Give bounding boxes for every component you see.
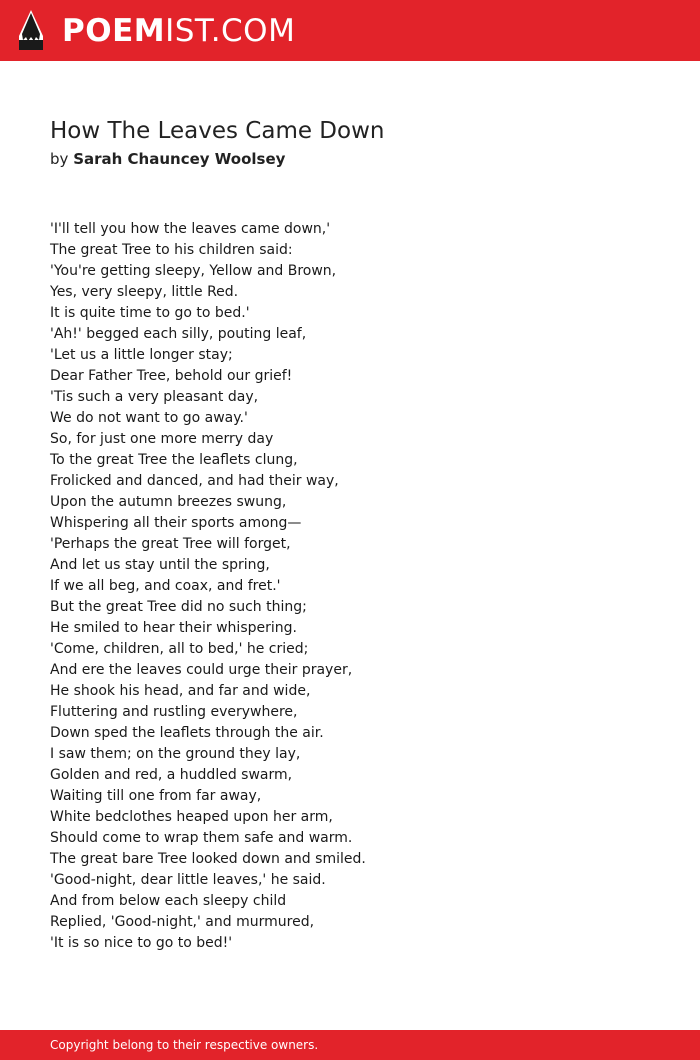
site-logo[interactable] <box>62 13 295 49</box>
poem-line: Fluttering and rustling everywhere, <box>50 704 298 720</box>
poem-line: He smiled to hear their whispering. <box>50 620 297 636</box>
poem-line: The great bare Tree looked down and smiled. <box>50 851 366 867</box>
poem-body <box>50 219 650 954</box>
poem-line: 'You're getting sleepy, Yellow and Brown, <box>50 263 337 279</box>
poem-line: Upon the autumn breezes swung, <box>50 494 287 510</box>
poem-line: Golden and red, a huddled swarm, <box>50 767 293 783</box>
poem-line: Whispering all their sports among— <box>50 515 302 531</box>
byline <box>50 149 285 169</box>
poem-line: Yes, very sleepy, little Red. <box>50 284 239 300</box>
poem-title: How The Leaves Came Down <box>50 118 385 144</box>
poem-line: And let us stay until the spring, <box>50 557 270 573</box>
poem-line: Replied, 'Good-night,' and murmured, <box>50 914 315 930</box>
poem-line: He shook his head, and far and wide, <box>50 683 311 699</box>
author-name: Sarah Chauncey Woolsey <box>73 150 286 168</box>
poem-line: Should come to wrap them safe and warm. <box>50 830 353 846</box>
logo-bold-text: POEM <box>62 13 166 49</box>
logo-light-text: IST.COM <box>165 13 296 49</box>
by-label: by <box>50 150 69 168</box>
poem-line: White bedclothes heaped upon her arm, <box>50 809 333 825</box>
poem-line: 'Ah!' begged each silly, pouting leaf, <box>50 326 307 342</box>
pen-nib-icon <box>18 10 44 52</box>
poem-line: Dear Father Tree, behold our grief! <box>50 368 293 384</box>
poem-line: But the great Tree did no such thing; <box>50 599 307 615</box>
poem-line: I saw them; on the ground they lay, <box>50 746 301 762</box>
poem-line: So, for just one more merry day <box>50 431 274 447</box>
poem-line: 'I'll tell you how the leaves came down,' <box>50 221 331 237</box>
poem-line: 'Tis such a very pleasant day, <box>50 389 259 405</box>
poem-line: Frolicked and danced, and had their way, <box>50 473 339 489</box>
poem-line: 'Good-night, dear little leaves,' he said. <box>50 872 326 888</box>
poem-line: If we all beg, and coax, and fret.' <box>50 578 281 594</box>
copyright-text: Copyright belong to their respective owners. <box>50 1038 319 1052</box>
poem-line: Waiting till one from far away, <box>50 788 262 804</box>
poem-line: We do not want to go away.' <box>50 410 248 426</box>
site-header <box>0 0 700 61</box>
site-footer <box>0 1030 700 1060</box>
poem-line: To the great Tree the leaflets clung, <box>50 452 298 468</box>
poem-line: 'Perhaps the great Tree will forget, <box>50 536 291 552</box>
poem-line: And ere the leaves could urge their prayer, <box>50 662 353 678</box>
poem-line: 'Let us a little longer stay; <box>50 347 233 363</box>
poem-line: And from below each sleepy child <box>50 893 287 909</box>
poem-line: 'It is so nice to go to bed!' <box>50 935 233 951</box>
poem-line: The great Tree to his children said: <box>50 242 293 258</box>
poem-line: 'Come, children, all to bed,' he cried; <box>50 641 309 657</box>
poem-line: Down sped the leaflets through the air. <box>50 725 324 741</box>
poem-line: It is quite time to go to bed.' <box>50 305 250 321</box>
